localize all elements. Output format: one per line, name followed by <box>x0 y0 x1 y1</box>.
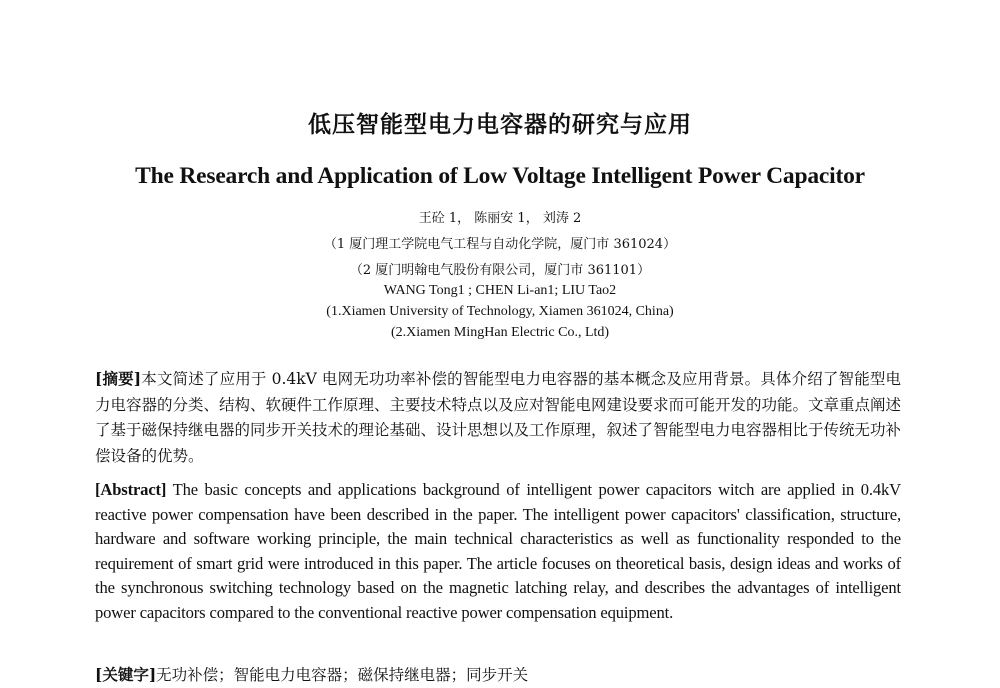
keywords-text: 无功补偿；智能电力电容器；磁保持继电器；同步开关 <box>156 666 529 684</box>
affiliation-english-2: (2.Xiamen MingHan Electric Co., Ltd) <box>390 325 610 340</box>
abstract-english-text: The basic concepts and applications background of intelligent power capacitors witch are applied in 0.4kV reactive power compensation have been described in the paper. The intelligent power capacitors' classification, structure, hardware and software working principle, the main technical characteristics as well as functionality responded to the requirement of smart grid were introduced in this paper. The article focuses on theoretical basis, design ideas and works of the synchronous switching technology based on the magnetic latching relay, and describes the advantages of intelligent power capacitors compared to the conventional reactive power compensation equipment. <box>95 480 901 622</box>
abstract-chinese-label: [摘要] <box>95 369 142 388</box>
abstract-chinese <box>95 366 901 469</box>
abstract-english <box>95 478 901 626</box>
abstract-chinese-text: 本文简述了应用于 0.4kV 电网无功功率补偿的智能型电力电容器的基本概念及应用背景。具体介绍了智能型电力电容器的分类、结构、软硬件工作原理、主要技术特点以及应对智能电网建设要求而可能开发的功能。文章重点阐述了基于磁保持继电器的同步开关技术的理论基础、设计思想以及工作原理，叙述了智能型电力电容器相比于传统无功补偿设备的优势。 <box>95 370 902 465</box>
keywords-label: [关键字] <box>95 665 157 684</box>
authors-chinese: 王砼 1， 陈丽安 1， 刘涛 2 <box>418 211 582 226</box>
title-chinese: 低压智能型电力电容器的研究与应用 <box>308 112 692 138</box>
title-english: The Research and Application of Low Voltage Intelligent Power Capacitor <box>135 163 865 189</box>
affiliation-english-1: (1.Xiamen University of Technology, Xiamen 361024, China) <box>326 304 674 319</box>
affiliation-chinese-1: （1 厦门理工学院电气工程与自动化学院，厦门市 361024） <box>323 237 677 252</box>
affiliation-chinese-2: （2 厦门明翰电气股份有限公司，厦门市 361101） <box>349 263 651 278</box>
keywords-chinese <box>95 664 901 686</box>
authors-english: WANG Tong1 ; CHEN Li-an1; LIU Tao2 <box>383 283 617 298</box>
abstract-english-label: [Abstract] <box>95 480 167 499</box>
